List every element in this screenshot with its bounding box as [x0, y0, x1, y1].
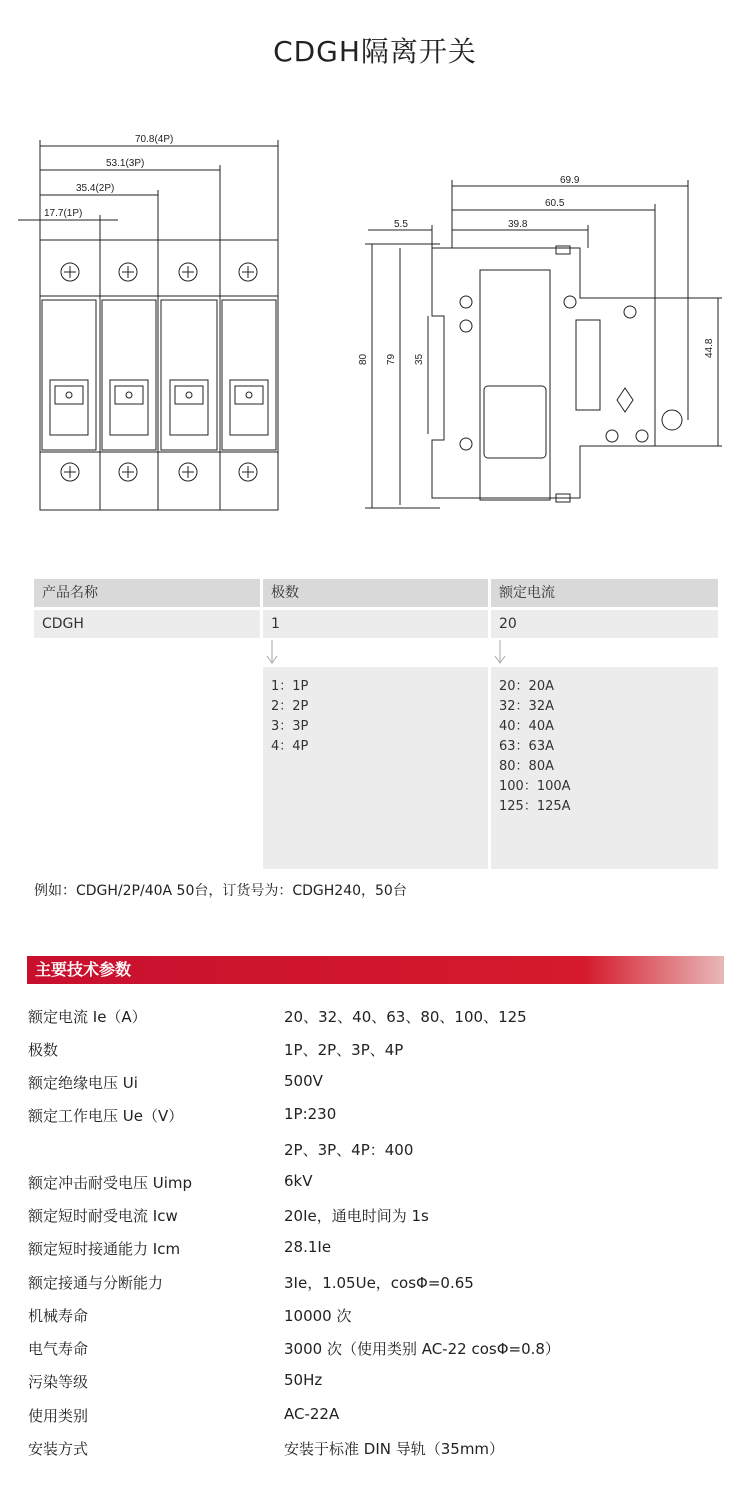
- table-cell-current: 20: [491, 610, 718, 638]
- option-item: 4：4P: [271, 739, 309, 754]
- spec-value: 20Ie，通电时间为 1s: [284, 1207, 429, 1225]
- spec-value: 1P、2P、3P、4P: [284, 1041, 404, 1059]
- dim-35: 35: [414, 353, 425, 365]
- dim-79: 79: [386, 353, 397, 365]
- arrow-down-icon: [266, 640, 278, 666]
- dim-60-5: 60.5: [545, 198, 565, 209]
- spec-label: 污染等级: [28, 1373, 89, 1391]
- option-item: 63：63A: [499, 739, 554, 754]
- spec-value: 28.1Ie: [284, 1238, 332, 1256]
- dimension-drawing: [0, 120, 750, 530]
- spec-value: AC-22A: [284, 1405, 340, 1423]
- spec-label: 额定短时耐受电流 Icw: [28, 1207, 178, 1225]
- spec-value: 500V: [284, 1072, 323, 1090]
- arrow-down-icon: [494, 640, 506, 666]
- spec-label: 电气寿命: [28, 1340, 89, 1358]
- table-header-name: 产品名称: [34, 579, 260, 607]
- specs-heading-bar: [27, 956, 724, 984]
- spec-value: 20、32、40、63、80、100、125: [284, 1008, 527, 1026]
- table-header-current: 额定电流: [491, 579, 718, 607]
- option-item: 125：125A: [499, 799, 571, 814]
- spec-label: 额定电流 Ie（A）: [28, 1008, 147, 1026]
- current-options: [491, 667, 718, 869]
- page-title: CDGH隔离开关: [273, 35, 477, 68]
- spec-label: 额定接通与分断能力: [28, 1274, 164, 1292]
- spec-label: 极数: [28, 1041, 59, 1059]
- option-item: 1：1P: [271, 679, 309, 694]
- option-item: 20：20A: [499, 679, 554, 694]
- dim-5-5: 5.5: [394, 219, 408, 230]
- dim-80: 80: [358, 353, 369, 365]
- option-item: 3：3P: [271, 719, 309, 734]
- specs-heading: 主要技术参数: [35, 960, 132, 979]
- spec-label: 使用类别: [28, 1407, 89, 1425]
- spec-label: 额定绝缘电压 Ui: [28, 1074, 138, 1092]
- dim-4p: 70.8(4P): [135, 134, 174, 145]
- option-item: 80：80A: [499, 759, 554, 774]
- spec-value: 1P:230: [284, 1105, 337, 1123]
- spec-value: 10000 次: [284, 1307, 352, 1325]
- spec-value: 安装于标准 DIN 导轨（35mm）: [284, 1440, 505, 1458]
- side-view: [365, 180, 722, 508]
- dim-69-9: 69.9: [560, 175, 580, 186]
- spec-value: 2P、3P、4P：400: [284, 1141, 414, 1159]
- dim-3p: 53.1(3P): [106, 158, 145, 169]
- spec-label: 安装方式: [28, 1440, 89, 1458]
- option-item: 100：100A: [499, 779, 571, 794]
- spec-value: 3Ie，1.05Ue，cosΦ=0.65: [284, 1274, 474, 1292]
- dim-44-8: 44.8: [704, 338, 715, 358]
- order-example: 例如：CDGH/2P/40A 50台，订货号为：CDGH240，50台: [34, 883, 407, 899]
- spec-value: 6kV: [284, 1172, 313, 1190]
- spec-label: 额定工作电压 Ue（V）: [28, 1107, 184, 1125]
- spec-label: 额定短时接通能力 Icm: [28, 1240, 181, 1258]
- dim-2p: 35.4(2P): [76, 183, 115, 194]
- table-cell-name: CDGH: [34, 610, 260, 638]
- spec-value: 3000 次（使用类别 AC-22 cosΦ=0.8）: [284, 1340, 560, 1358]
- front-view: [18, 140, 278, 510]
- option-item: 32：32A: [499, 699, 554, 714]
- spec-value: 50Hz: [284, 1371, 323, 1389]
- option-item: 40：40A: [499, 719, 554, 734]
- option-item: 2：2P: [271, 699, 309, 714]
- spec-label: 额定冲击耐受电压 Uimp: [28, 1174, 193, 1192]
- table-header-poles: 极数: [263, 579, 488, 607]
- dim-1p: 17.7(1P): [44, 208, 83, 219]
- poles-options: [263, 667, 488, 869]
- dim-39-8: 39.8: [508, 219, 528, 230]
- spec-label: 机械寿命: [28, 1307, 89, 1325]
- table-cell-poles: 1: [263, 610, 488, 638]
